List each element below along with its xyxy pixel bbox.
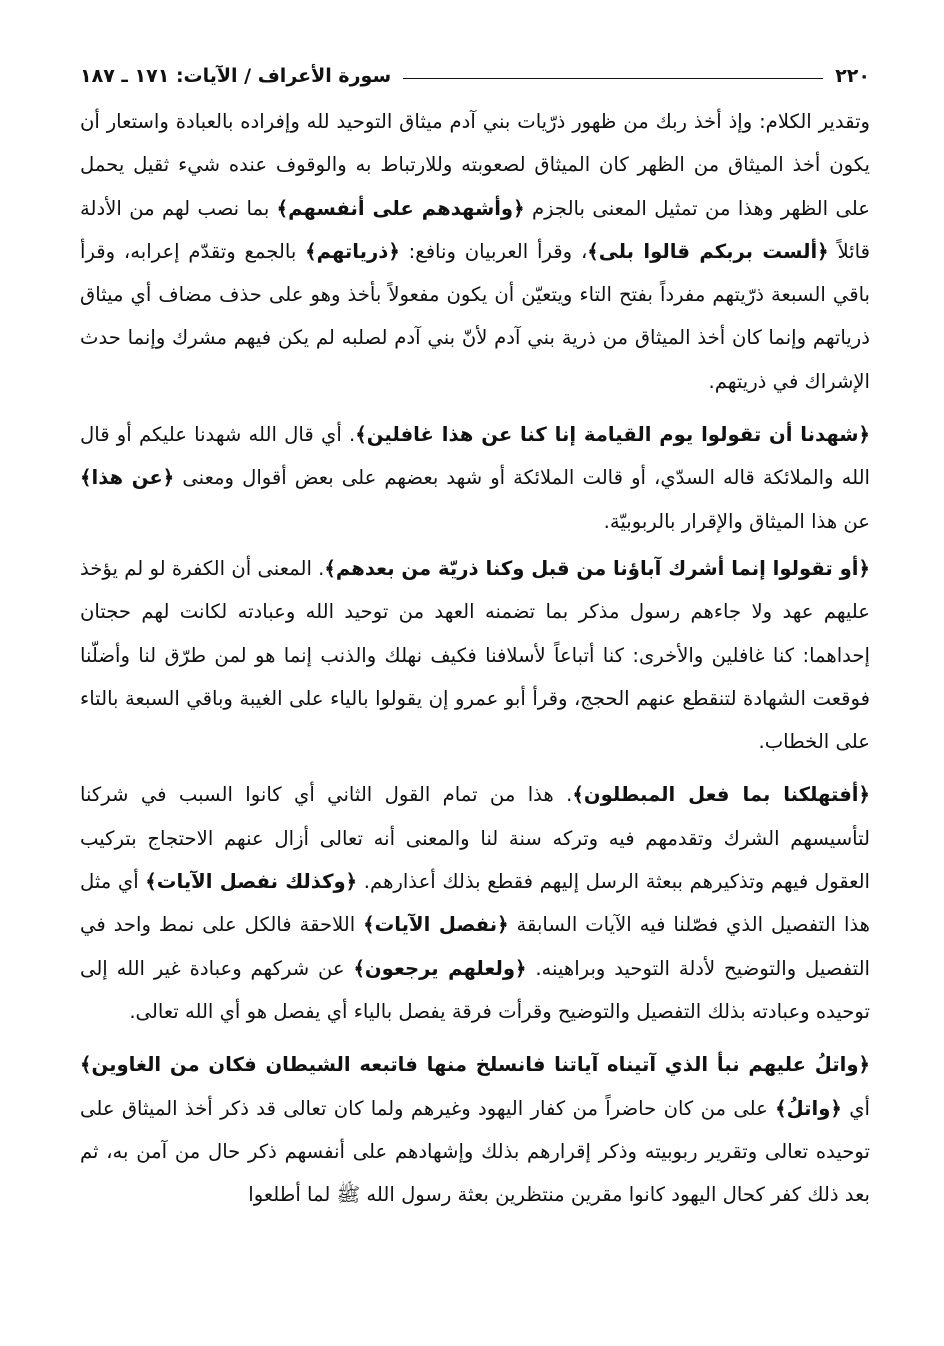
quran-quote: ﴿عن هذا﴾ <box>80 466 175 490</box>
quran-quote: ﴿واتلُ عليهم نبأ الذي آتيناه آياتنا فانسلخ منها فاتبعه الشيطان فكان من الغاوين﴾ <box>80 1053 870 1077</box>
commentary-text: . المعنى أن الكفرة لو لم يؤخذ عليهم عهد ولا جاءهم رسول مذكر بما تضمنه العهد من توحيد الله وعبادته لكانت لهم حجتان إحداهما: كنا غافلين والأخرى: كنا أتباعاً لأسلافنا فكيف نهلك والذنب إنما هو لمن طرّق لنا وأضلّنا فوقعت الشهادة لتنقطع عنهم الحجج، وقرأ أبو عمرو إن يقولوا بالياء على الغيبة وباقي السبعة بالتاء على الخطاب. <box>80 556 870 754</box>
quran-quote: ﴿شهدنا أن تقولوا يوم القيامة إنا كنا عن هذا غافلين﴾ <box>355 423 871 447</box>
quran-quote: ﴿واتلُ﴾ <box>775 1096 842 1120</box>
paragraph-5 <box>80 1043 870 1216</box>
commentary-text: على من كان حاضراً من كفار اليهود وغيرهم ولما كان تعالى قد ذكر أخذ الميثاق على توحيده تعالى وتقرير ربوبيته وذكر إقرارهم بذلك وإشهادهم على أنفسهم ذكر حال من آمن به، ثم بعد ذلك كفر كحال اليهود كانوا مقرين منتظرين بعثة رسول الله ﷺ لما أطلعوا <box>80 1096 870 1207</box>
commentary-text: عن هذا الميثاق والإقرار بالربوبيّة. <box>603 509 870 533</box>
page-number: ٢٢٠ <box>835 65 870 87</box>
quran-quote: ﴿ألست بربكم قالوا بلى﴾ <box>587 239 829 263</box>
paragraph-1 <box>80 100 870 403</box>
quran-quote: ﴿ذرياتهم﴾ <box>305 239 400 263</box>
commentary-text: ، وقرأ العربيان ونافع: <box>399 239 588 263</box>
commentary-text: عن شركهم وعبادة غير الله إلى توحيده وعبادته بذلك التفصيل والتوضيح وقرأت فرقة يفصل بالياء أي يفصل هو أي الله تعالى. <box>80 956 870 1023</box>
quran-quote: ﴿وكذلك نفصل الآيات﴾ <box>145 870 358 894</box>
paragraph-3 <box>80 547 870 763</box>
book-page <box>80 56 870 1216</box>
paragraph-4 <box>80 773 870 1033</box>
commentary-text: أي <box>841 1096 870 1120</box>
quran-quote: ﴿أو تقولوا إنما أشرك آباؤنا من قبل وكنا ذريّة من بعدهم﴾ <box>324 556 870 580</box>
quran-quote: ﴿نفصل الآيات﴾ <box>363 913 509 937</box>
quran-quote: ﴿ولعلهم يرجعون﴾ <box>353 956 527 980</box>
commentary-text: بما نصب لهم من الأدلة قائلاً <box>80 196 870 263</box>
header-rule <box>403 78 823 79</box>
quran-quote: ﴿وأشهدهم على أنفسهم﴾ <box>276 196 525 220</box>
quran-quote: ﴿أفتهلكنا بما فعل المبطلون﴾ <box>572 783 870 807</box>
commentary-text: وتقدير الكلام: وإذ أخذ ربك من ظهور ذرّيات بني آدم ميثاق التوحيد لله وإفراده بالعبادة واستعار أن يكون أخذ الميثاق من الظهر كان الميثاق لصعوبته وللارتباط به والوقوف عنده شيء ثقيل يحمل على الظهر وهذا من تمثيل المعنى بالجزم <box>80 110 870 220</box>
commentary-text: اللاحقة فالكل على نمط واحد في التفصيل والتوضيح لأدلة التوحيد وبراهينه. <box>80 913 870 980</box>
commentary-text: أي مثل هذا التفصيل الذي فصّلنا فيه الآيات السابقة <box>80 870 871 937</box>
header-title: سورة الأعراف / الآيات: ١٧١ ـ ١٨٧ <box>80 65 392 87</box>
running-header <box>80 56 870 96</box>
commentary-text: بالجمع وتقدّم إعرابه، وقرأ باقي السبعة ذرّيتهم مفرداً بفتح التاء ويتعيّن أن يكون مفعولاً بأخذ وهو على حذف مضاف أي ميثاق ذرياتهم وإنما كان أخذ الميثاق من ذرية بني آدم لأنّ بني آدم لصلبه لم يكن فيهم مشرك وإنما حدث الإشراك في ذريتهم. <box>80 239 870 393</box>
paragraph-2 <box>80 413 870 543</box>
commentary-text: . أي قال الله شهدنا عليكم أو قال الله والملائكة قاله السدّي، أو قالت الملائكة أو شهد بعضهم على بعض أقوال ومعنى <box>80 423 871 490</box>
commentary-text: . هذا من تمام القول الثاني أي كانوا السبب في شركنا لتأسيسهم الشرك وتقدمهم فيه وتركه سنة لنا والمعنى أنه تعالى أزال عنهم الاحتجاج بتركيب العقول فيهم وتذكيرهم ببعثة الرسل إليهم فقطع بذلك أعذارهم. <box>80 783 870 894</box>
